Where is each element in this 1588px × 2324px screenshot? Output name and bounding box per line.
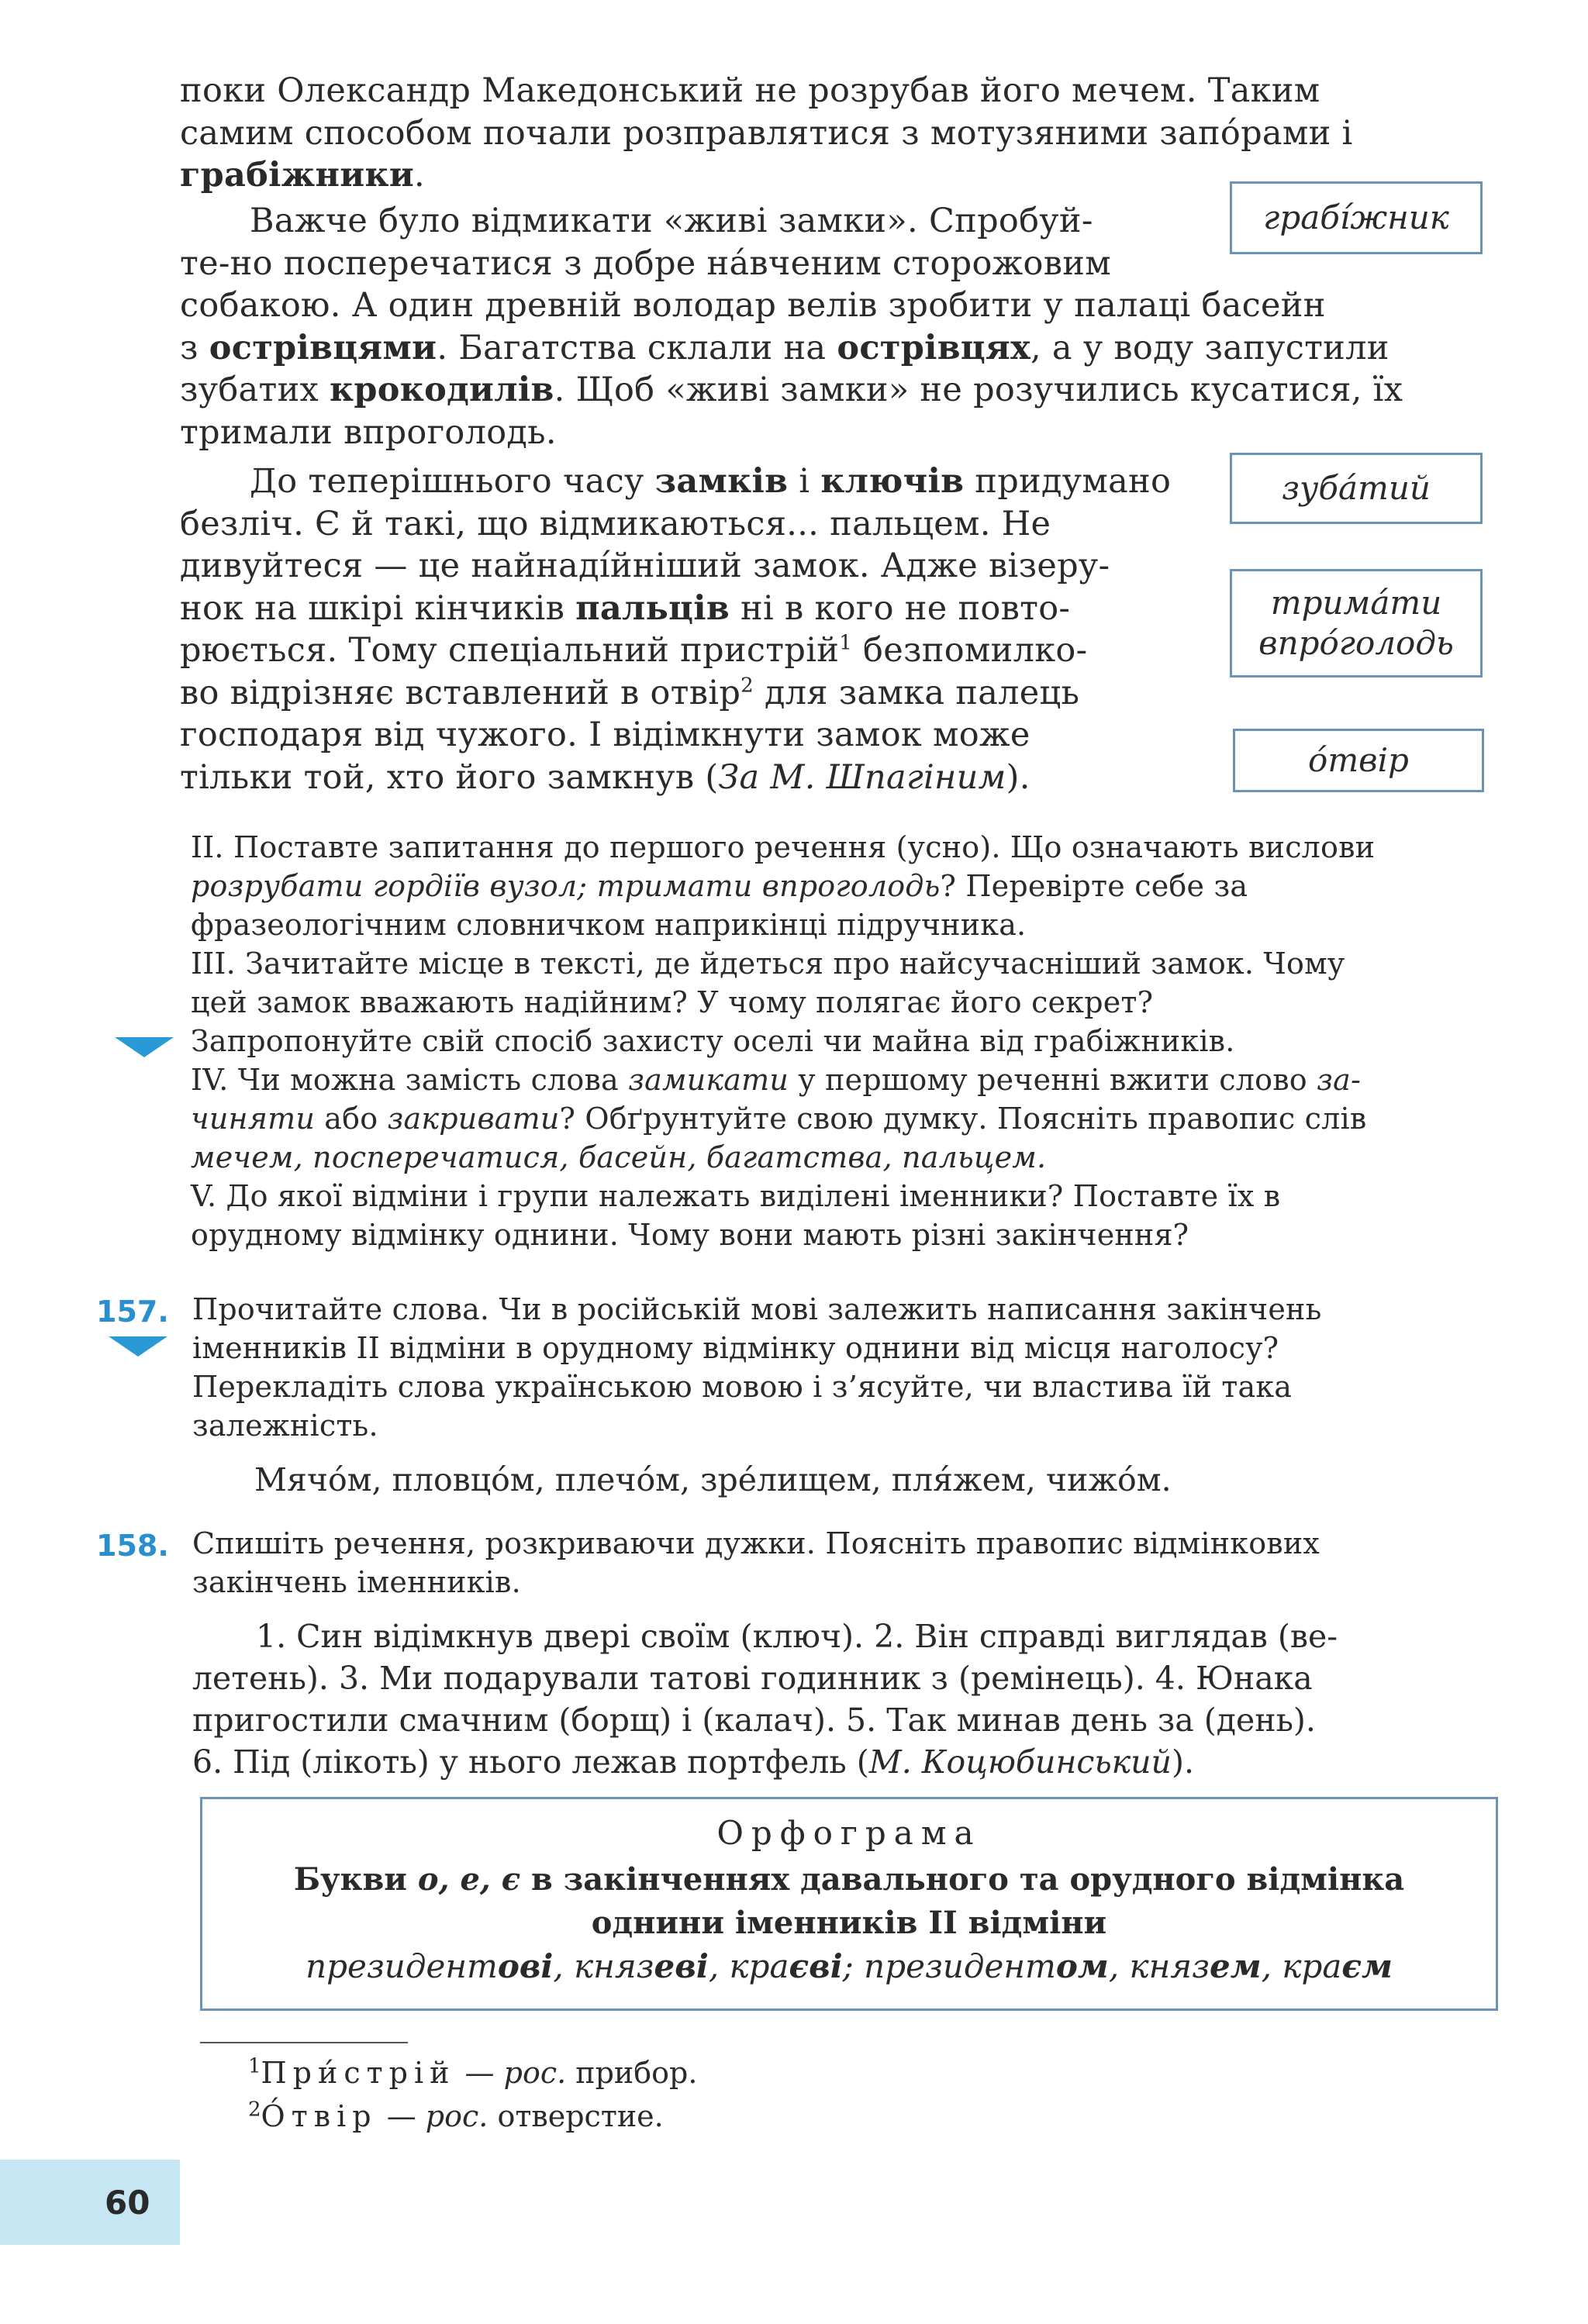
highlight-word: грабіжники xyxy=(180,156,415,195)
italic-word: за- xyxy=(1317,1063,1361,1097)
line xyxy=(180,672,1196,715)
exercise-number: 158. xyxy=(96,1529,169,1563)
line: закінчень іменників. xyxy=(192,1565,521,1599)
t: во відрізняє вставлений в отвір xyxy=(180,673,741,712)
highlight-word: пальців xyxy=(575,588,730,628)
line: господаря від чужого. І відімкнути замок може xyxy=(180,715,1030,754)
italic-words: мечем, посперечатися, басейн, багатства, пальцем. xyxy=(191,1140,1047,1174)
line: орудному відмінку однини. Чому вони мають різні закінчення? xyxy=(191,1218,1189,1252)
t: ). xyxy=(1006,757,1030,797)
t: придумано xyxy=(964,462,1172,501)
footnote-ref: 2 xyxy=(740,674,754,698)
footnote-number: 2 xyxy=(248,2098,261,2122)
t: отверстие. xyxy=(488,2099,664,2133)
t: До теперішнього часу xyxy=(250,462,655,501)
line: Важче було відмикати «живі замки». Спробуй- xyxy=(250,202,1093,240)
t: в закінченнях давального та орудного відмінка xyxy=(520,1861,1405,1898)
ending: ем xyxy=(1210,1947,1262,1985)
line xyxy=(191,867,1493,905)
italic-phrase: розрубати гордіїв вузол; тримати впроголодь xyxy=(191,869,941,903)
line: цей замок вважають надійним? У чому полягає його секрет? xyxy=(191,985,1154,1019)
exercise-158-sentences xyxy=(192,1615,1503,1783)
italic-word: замикати xyxy=(628,1063,789,1097)
line xyxy=(180,369,1483,412)
page-number-text: 60 xyxy=(105,2183,150,2222)
line xyxy=(180,629,1196,672)
t: . Багатства склали на xyxy=(437,328,837,367)
vocab-box-trymaty xyxy=(1230,569,1483,678)
t: або xyxy=(315,1102,388,1136)
exercise-number: 157. xyxy=(96,1295,169,1329)
t: Букви xyxy=(293,1861,418,1898)
italic-word: чиняти xyxy=(191,1102,316,1136)
line: дивуйтеся — це найнаді́йніший замок. Адже візеру- xyxy=(180,547,1110,585)
punct: . xyxy=(414,156,425,195)
ending: ові xyxy=(497,1947,554,1985)
ending: еві xyxy=(654,1947,709,1985)
vocab-word: о́твір xyxy=(1308,741,1409,779)
t: , княз xyxy=(1108,1947,1210,1985)
t: тільки той, хто його замкнув ( xyxy=(180,757,719,797)
letters: о, е, є xyxy=(417,1861,521,1898)
line xyxy=(180,757,1196,799)
highlight-word: замків xyxy=(654,462,789,501)
t: ). xyxy=(1171,1743,1194,1781)
exercise-158 xyxy=(192,1524,1495,1602)
triangle-marker-icon xyxy=(109,1336,167,1357)
vocab-box-otvir xyxy=(1233,729,1484,792)
t: ; президент xyxy=(842,1947,1056,1985)
footnotes xyxy=(248,2051,1334,2138)
footnote xyxy=(248,2095,1334,2138)
t: нок на шкірі кінчиків xyxy=(180,588,576,628)
line: V. До якої відміни і групи належать виділені іменники? Поставте їх в xyxy=(191,1179,1281,1213)
tasks-block xyxy=(191,828,1493,1254)
line: тримали впроголодь. xyxy=(180,412,557,452)
line: самим способом почали розправлятися з мотузяними запо́рами і xyxy=(180,113,1353,153)
highlight-word: ключів xyxy=(820,462,965,501)
t: , кра xyxy=(708,1947,789,1985)
vocab-word: впро́голодь xyxy=(1258,624,1454,662)
footnote-ref: 1 xyxy=(839,631,853,655)
highlight-word: острівцях xyxy=(837,328,1030,367)
t: , княз xyxy=(553,1947,654,1985)
abbr: рос. xyxy=(503,2056,567,2090)
line: безліч. Є й такі, що відмикаються... пальцем. Не xyxy=(180,504,1051,543)
line xyxy=(191,1060,1493,1099)
line: Запропонуйте свій спосіб захисту оселі чи майна від грабіжників. xyxy=(191,1024,1235,1058)
t: рюється. Тому спеціальний пристрій xyxy=(180,631,840,670)
line: III. Зачитайте місце в тексті, де йдеться про найсучасніший замок. Чому xyxy=(191,946,1345,981)
line xyxy=(192,1741,1503,1783)
line xyxy=(191,1099,1493,1138)
line: фразеологічним словничком наприкінці підручника. xyxy=(191,908,1027,942)
abbr: рос. xyxy=(425,2099,488,2133)
line xyxy=(180,327,1483,370)
orthogram-heading: однини іменників II відміни xyxy=(591,1905,1107,1941)
ending: єм xyxy=(1341,1947,1393,1985)
orthogram-title: Орфограма xyxy=(716,1814,982,1852)
line: те-но посперечатися з добре на́вченим сторожовим xyxy=(180,243,1111,283)
line xyxy=(180,460,1196,503)
t: , а у воду запустили xyxy=(1030,328,1390,367)
t: . Щоб «живі замки» не розучились кусатися, їх xyxy=(554,371,1403,409)
line: 1. Син відімкнув двері своїм (ключ). 2. Він справді виглядав (ве- xyxy=(256,1618,1338,1655)
t: IV. Чи можна замість слова xyxy=(191,1063,629,1097)
t: безпомилко- xyxy=(852,631,1088,670)
triangle-marker-icon xyxy=(115,1037,174,1057)
highlight-word: крокодилів xyxy=(330,371,554,409)
page-number xyxy=(0,2160,180,2245)
t: ? Обґрунтуйте свою думку. Поясніть правопис слів xyxy=(559,1102,1367,1136)
orthogram-box xyxy=(200,1797,1498,2011)
footnote-word: При́стрій xyxy=(261,2056,456,2090)
t: з xyxy=(180,328,209,367)
line: пригостили смачним (борщ) і (калач). 5. Так минав день за (день). xyxy=(192,1702,1316,1739)
vocab-word: зуба́тий xyxy=(1282,469,1431,507)
text-intro xyxy=(180,70,1483,197)
line: Спишіть речення, розкриваючи дужки. Поясніть правопис відмінкових xyxy=(192,1526,1320,1560)
ending: єві xyxy=(789,1947,843,1985)
t: прибор. xyxy=(566,2056,698,2090)
exercise-157-words: Мячо́м, пловцо́м, плечо́м, зре́лищем, пля́жем, чижо́м. xyxy=(254,1461,1172,1498)
text-paragraph-3 xyxy=(180,460,1196,798)
line: Прочитайте слова. Чи в російській мові залежить написання закінчень xyxy=(192,1292,1322,1326)
t: , кра xyxy=(1261,1947,1342,1985)
author: М. Коцюбинський xyxy=(868,1743,1172,1781)
line: залежність. xyxy=(192,1409,378,1443)
t: для замка палець xyxy=(754,673,1080,712)
t: — xyxy=(455,2056,504,2090)
exercise-157 xyxy=(192,1290,1495,1445)
line: іменників II відміни в орудному відмінку однини від місця наголосу? xyxy=(192,1331,1279,1365)
vocab-box-grabizhnyk xyxy=(1230,181,1483,254)
vocab-word: трима́ти xyxy=(1270,584,1442,622)
t: у першому реченні вжити слово xyxy=(789,1063,1317,1097)
t: зубатих xyxy=(180,371,330,409)
line: собакою. А один древній володар велів зробити у палаці басейн xyxy=(180,286,1326,325)
highlight-word: острівцями xyxy=(209,328,437,367)
line: поки Олександр Македонський не розрубав його мечем. Таким xyxy=(180,71,1320,110)
footnote xyxy=(248,2051,1334,2095)
t: і xyxy=(788,462,821,501)
t: президент xyxy=(306,1947,498,1985)
orthogram-examples xyxy=(202,1945,1496,1988)
t: 6. Під (лікоть) у нього лежав портфель ( xyxy=(192,1743,869,1781)
line: летень). 3. Ми подарували татові годинник з (ремінець). 4. Юнака xyxy=(192,1660,1313,1697)
line xyxy=(191,1138,1493,1177)
italic-word: закривати xyxy=(387,1102,560,1136)
author: За М. Шпагіним xyxy=(718,757,1006,797)
orthogram-heading xyxy=(202,1858,1496,1902)
footnote-word: О́твір xyxy=(261,2099,378,2133)
t: — xyxy=(377,2099,426,2133)
vocab-word: грабі́жник xyxy=(1263,198,1449,236)
line xyxy=(180,588,1196,630)
line: Перекладіть слова українською мовою і з’ясуйте, чи властива їй така xyxy=(192,1370,1293,1404)
t: ні в кого не повто- xyxy=(730,588,1071,628)
line: II. Поставте запитання до першого речення (усно). Що означають вислови xyxy=(191,830,1376,864)
t: ? Перевірте себе за xyxy=(940,869,1248,903)
ending: ом xyxy=(1055,1947,1109,1985)
vocab-box-zubatyi xyxy=(1230,453,1483,524)
footnote-divider xyxy=(200,2042,408,2043)
footnote-number: 1 xyxy=(248,2054,261,2078)
